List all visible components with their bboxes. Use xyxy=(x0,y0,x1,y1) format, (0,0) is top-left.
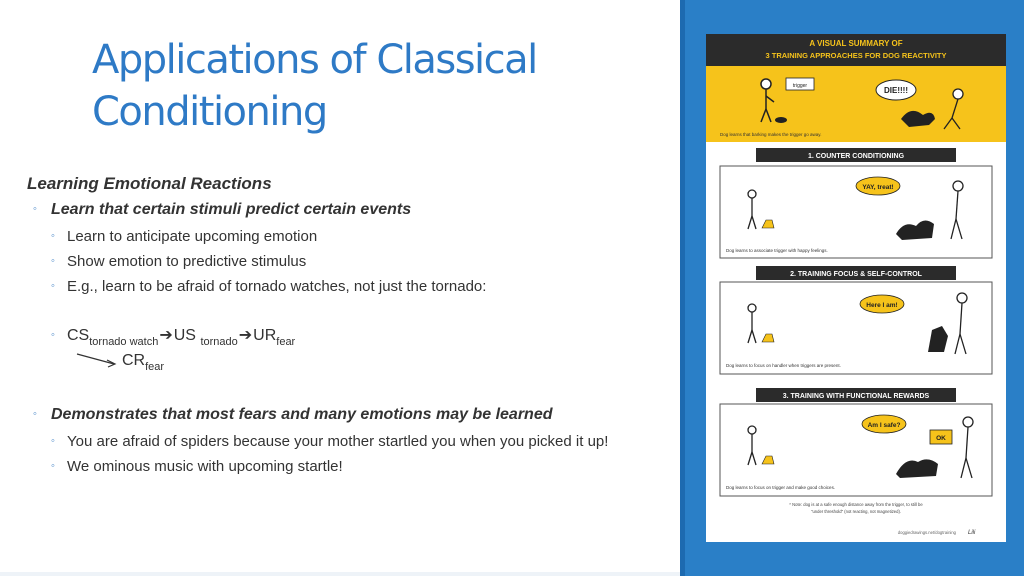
small-dog xyxy=(775,117,787,123)
trigger-bubble-text: trigger xyxy=(792,83,808,89)
panel-divider xyxy=(680,0,685,576)
bullet-marker: ◦ xyxy=(51,280,55,292)
bullet-level2 xyxy=(51,458,343,475)
footnote-line2: "under threshold" (not reacting, not magnetized). xyxy=(810,509,902,514)
formula-ur-sub: fear xyxy=(276,336,296,348)
yay-bubble-text: YAY, treat! xyxy=(862,184,894,191)
here-bubble-text: Here I am! xyxy=(866,302,898,309)
footnote-line1: * Note: dog is at a safe enough distance away from the trigger, to still be xyxy=(789,502,923,507)
section1-title: 1. COUNTER CONDITIONING xyxy=(807,153,905,160)
bullet-level2 xyxy=(51,433,608,450)
safe-bubble-text: Am I safe? xyxy=(867,422,901,429)
conditioning-formula xyxy=(51,325,295,348)
bullet-marker: ◦ xyxy=(51,255,55,267)
formula-cs: CS xyxy=(67,327,90,344)
bullet-level2 xyxy=(51,228,317,245)
bullet-text: Demonstrates that most fears and many emotions may be learned xyxy=(51,406,553,423)
bullet-text: Learn that certain stimuli predict certain events xyxy=(51,201,412,218)
bullet-level2 xyxy=(51,278,486,295)
top-scene xyxy=(706,66,1006,142)
ok-bubble-text: OK xyxy=(936,435,946,442)
section2-title: 2. TRAINING FOCUS & SELF-CONTROL xyxy=(790,271,922,278)
formula-ur: UR xyxy=(253,327,277,344)
bullet-text: You are afraid of spiders because your mother startled you when you picked it up! xyxy=(67,433,609,450)
section1-caption: Dog learns to associate trigger with happy feelings. xyxy=(726,248,828,253)
section3-title: 3. TRAINING WITH FUNCTIONAL REWARDS xyxy=(782,393,930,400)
section2-panel xyxy=(720,282,992,374)
bullet-text: We ominous music with upcoming startle! xyxy=(67,458,343,475)
section1-panel xyxy=(720,166,992,258)
formula-us-sub: tornado xyxy=(200,336,238,348)
formula-cr-line xyxy=(122,352,164,373)
footer-url: doggiedrawings.net/dogtraining xyxy=(897,530,956,535)
bullet-text: E.g., learn to be afraid of tornado watches, not just the tornado: xyxy=(67,278,487,295)
bullet-level2 xyxy=(51,253,306,270)
section-heading: Learning Emotional Reactions xyxy=(27,174,272,193)
section2-caption: Dog learns to focus on handler when triggers are present. xyxy=(726,363,841,368)
bullet-marker: ◦ xyxy=(51,230,55,242)
right-arrow-icon: ➔ xyxy=(238,327,253,344)
section3-panel xyxy=(720,404,992,496)
bullet-level1 xyxy=(33,201,411,219)
diagonal-arrow-icon xyxy=(76,352,118,368)
infographic-image xyxy=(706,34,1006,542)
bullet-text: Show emotion to predictive stimulus xyxy=(67,253,307,270)
bullet-text: Learn to anticipate upcoming emotion xyxy=(67,228,318,245)
signature-mark: Lili xyxy=(968,530,976,536)
formula-cr-sub: fear xyxy=(145,361,165,373)
bullet-marker: ◦ xyxy=(51,435,55,447)
bullet-marker: ◦ xyxy=(33,408,37,420)
infographic-header-line2: 3 TRAINING APPROACHES FOR DOG REACTIVITY xyxy=(765,51,947,60)
dog-reactivity-infographic xyxy=(706,34,1006,542)
bullet-marker: ◦ xyxy=(51,460,55,472)
formula-us: US xyxy=(173,327,196,344)
section3-caption: Dog learns to focus on trigger and make good choices. xyxy=(726,485,836,490)
right-arrow-icon: ➔ xyxy=(159,327,173,344)
die-bubble-text: DIE!!!! xyxy=(884,86,908,95)
infographic-header-line1: A VISUAL SUMMARY OF xyxy=(809,39,903,48)
slide-title: Applications of Classical Conditioning xyxy=(92,37,537,135)
slide-bottom-rule xyxy=(0,572,680,576)
bullet-marker: ◦ xyxy=(33,203,37,215)
bullet-marker: ◦ xyxy=(51,329,55,341)
formula-cr: CR xyxy=(122,352,146,369)
bullet-level1 xyxy=(33,406,552,424)
formula-cs-sub: tornado watch xyxy=(89,336,159,348)
top-caption: Dog learns that barking makes the trigger go away. xyxy=(720,132,822,137)
